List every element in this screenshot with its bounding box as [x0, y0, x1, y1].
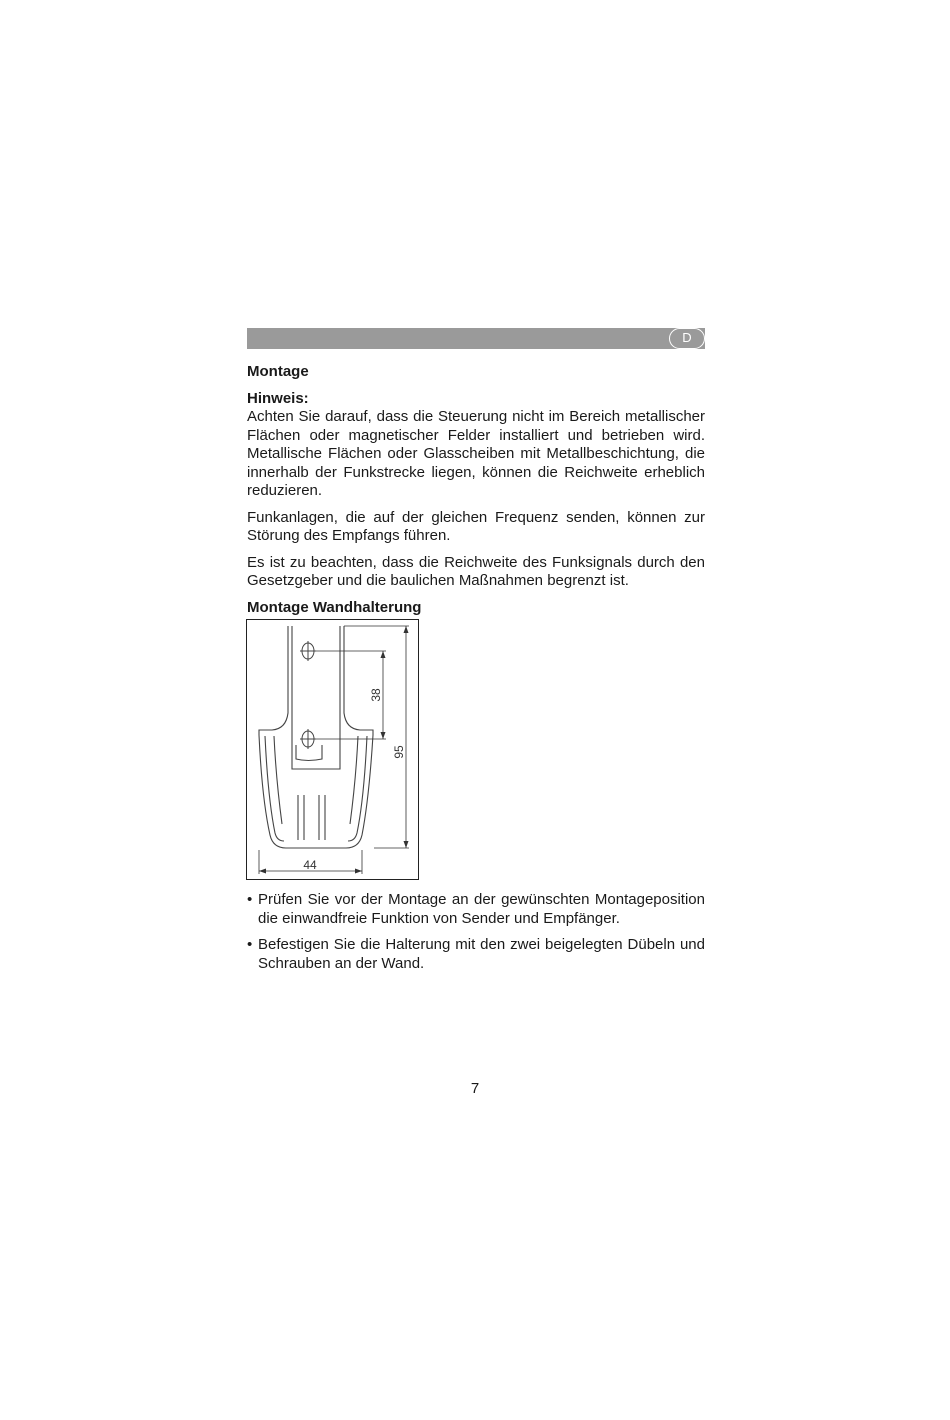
note-label: Hinweis:	[247, 389, 309, 407]
list-item-text: Prüfen Sie vor der Montage an der gewünschten Montageposition die einwandfreie Funktion von Sender und Empfänger.	[258, 891, 705, 927]
list-item-text: Befestigen Sie die Halterung mit den zwei beigelegten Dübeln und Schrauben an der Wand.	[258, 936, 705, 972]
bullet-glyph: •	[247, 936, 253, 953]
dimension-95: 95	[392, 745, 406, 759]
dimension-44: 44	[303, 858, 317, 872]
paragraph: Es ist zu beachten, dass die Reichweite des Funksignals durch den Gesetzgeber und die baulichen Maßnahmen begrenzt ist.	[247, 553, 705, 589]
instruction-list	[247, 891, 705, 981]
header-bar	[247, 328, 705, 349]
paragraph: Funkanlagen, die auf der gleichen Frequenz senden, können zur Störung des Empfangs führen.	[247, 508, 705, 544]
list-item	[247, 891, 705, 928]
main-content	[247, 363, 705, 617]
section-title: Montage	[247, 363, 309, 380]
wall-mount-drawing	[246, 619, 419, 880]
page-number: 7	[470, 1080, 480, 1097]
subheading-wall-mount: Montage Wandhalterung	[247, 598, 422, 616]
paragraph: Achten Sie darauf, dass die Steuerung nicht im Bereich metallischer Flächen oder magnetischer Felder installiert und betrieben wird. Metallische Flächen oder Glasscheiben mit Metallbeschichtung, die innerhalb der Funkstrecke liegen, können die Reichweite erheblich reduzieren.	[247, 408, 705, 499]
dimension-38: 38	[369, 688, 383, 702]
list-item	[247, 936, 705, 973]
bullet-glyph: •	[247, 891, 253, 908]
language-badge: D	[669, 328, 705, 349]
